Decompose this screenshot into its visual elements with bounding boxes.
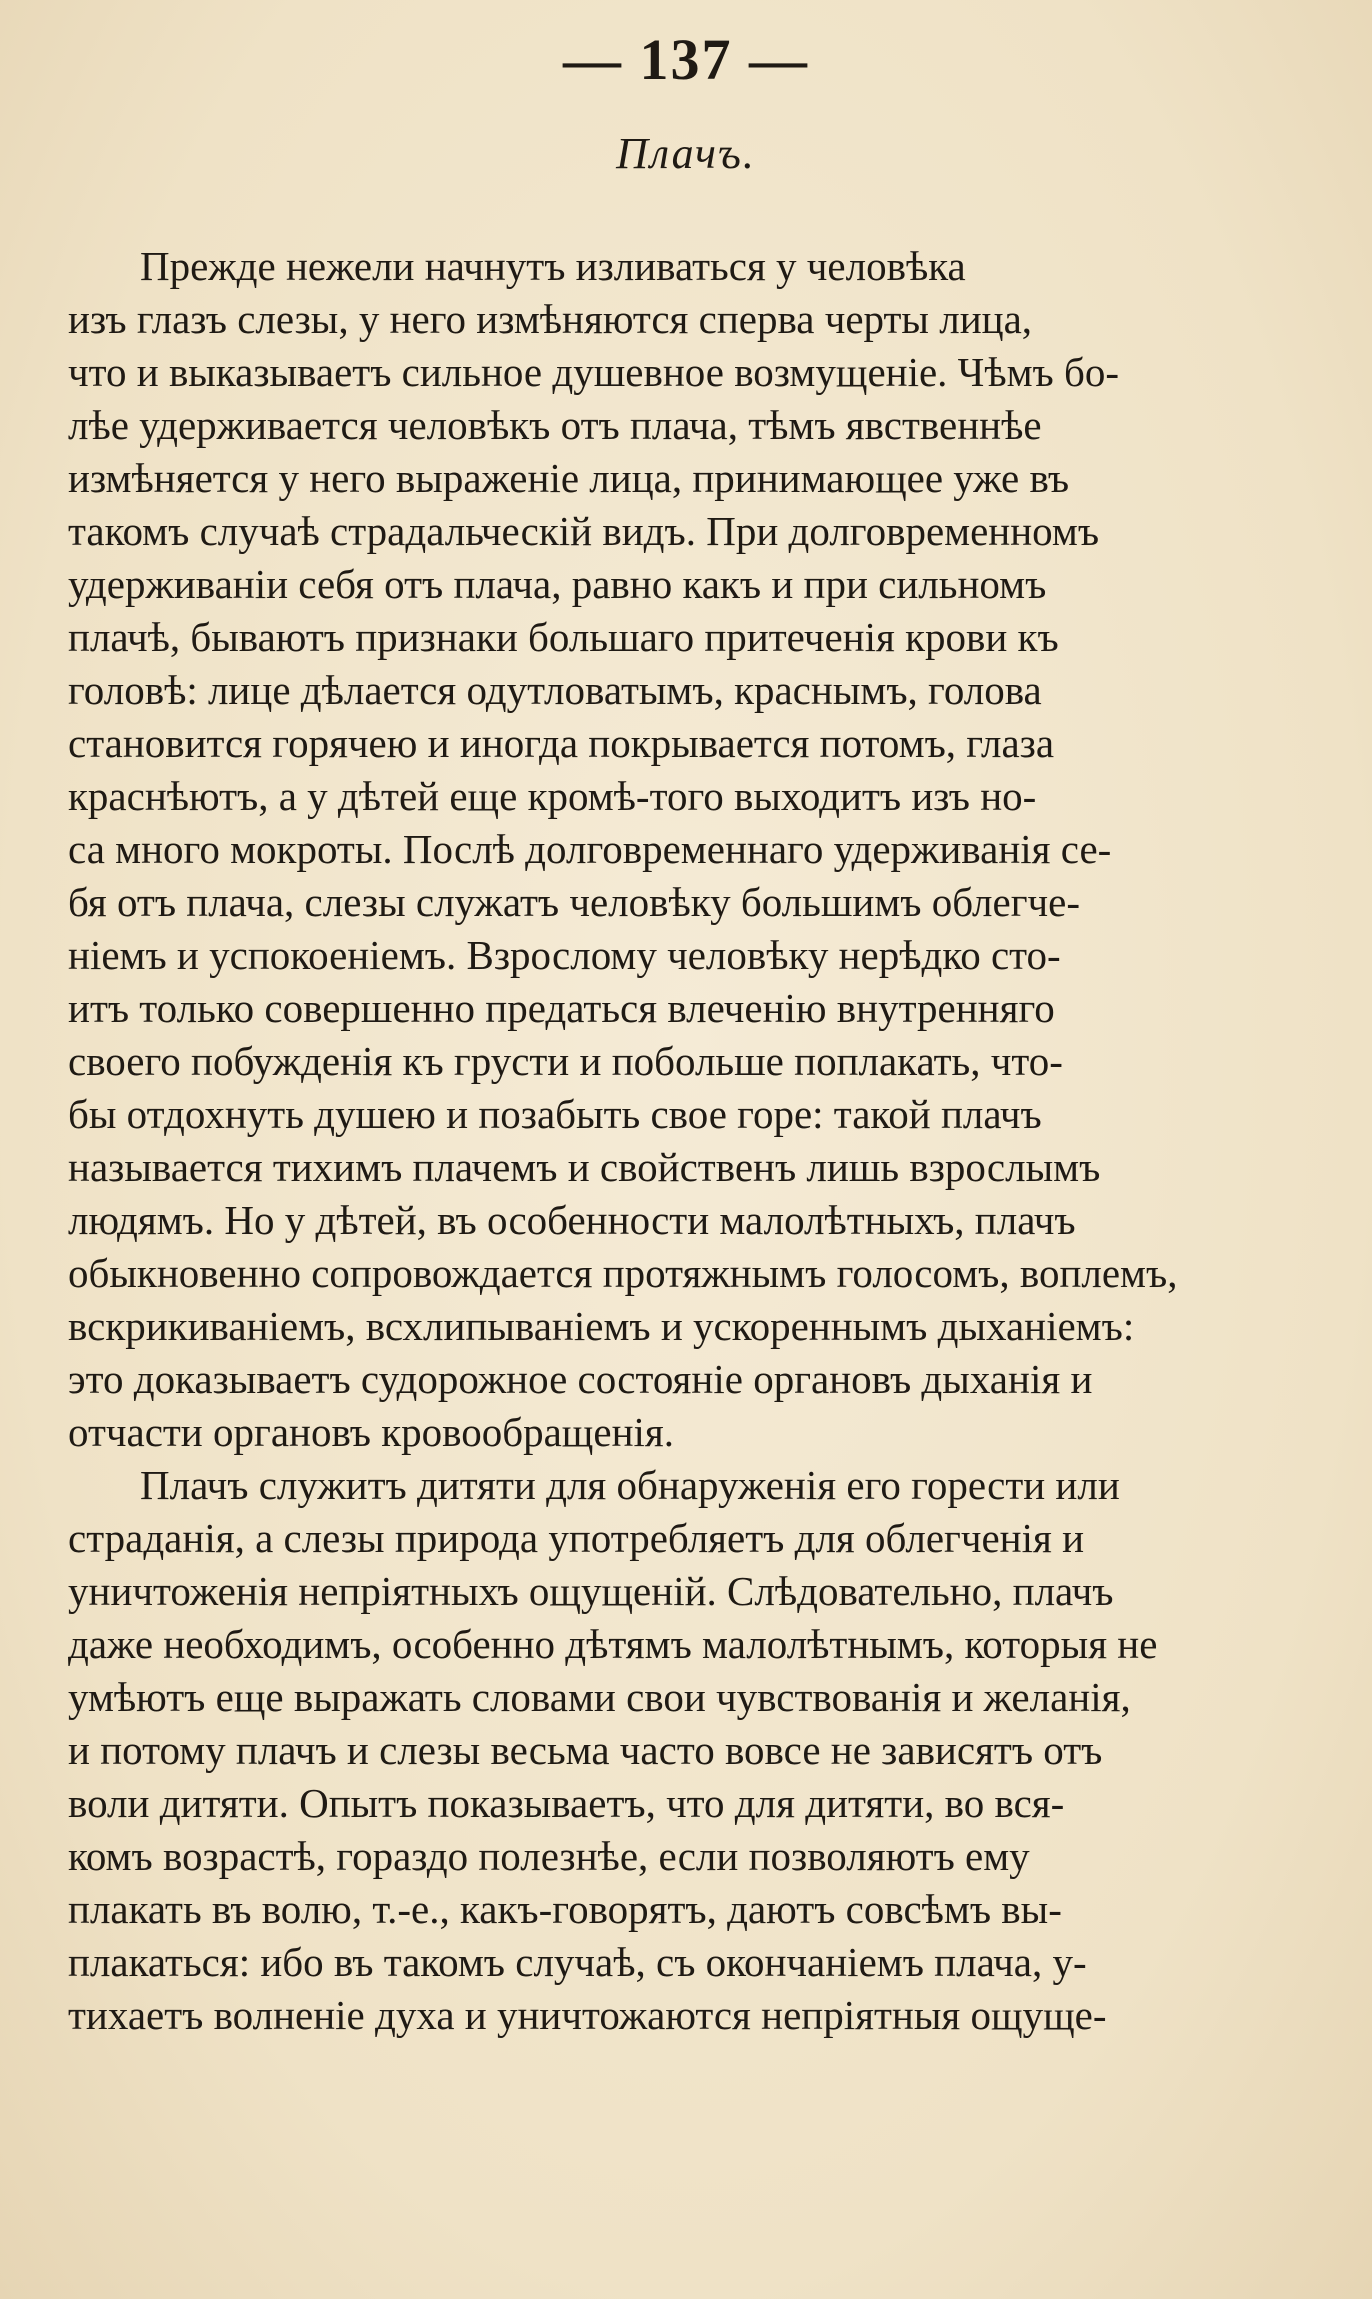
text-line: бя отъ плача, слезы служатъ человѣку большимъ облегче- <box>68 879 1081 925</box>
text-line: измѣняется у него выраженіе лица, принимающее уже въ <box>68 455 1070 501</box>
text-line: и потому плачъ и слезы весьма часто вовсе не зависятъ отъ <box>68 1727 1103 1773</box>
text-line: плачѣ, бываютъ признаки большаго притеченія крови къ <box>68 614 1059 660</box>
text-line: умѣютъ еще выражать словами свои чувствованія и желанія, <box>68 1674 1131 1720</box>
text-line: бы отдохнуть душею и позабыть свое горе: такой плачъ <box>68 1091 1042 1137</box>
text-line: отчасти органовъ кровообращенія. <box>68 1409 675 1455</box>
text-line: такомъ случаѣ страдальческій видъ. При долговременномъ <box>68 508 1100 554</box>
text-line: обыкновенно сопровождается протяжнымъ голосомъ, воплемъ, <box>68 1250 1178 1296</box>
text-line: что и выказываетъ сильное душевное возмущеніе. Чѣмъ бо- <box>68 349 1119 395</box>
text-line: становится горячею и иногда покрывается потомъ, глаза <box>68 720 1055 766</box>
text-line: даже необходимъ, особенно дѣтямъ малолѣтнымъ, которыя не <box>68 1621 1158 1667</box>
paragraph-2 <box>68 1459 1304 2042</box>
text-line: воли дитяти. Опытъ показываетъ, что для дитяти, во вся- <box>68 1780 1065 1826</box>
text-line: са много мокроты. Послѣ долговременнаго удерживанія се- <box>68 826 1112 872</box>
text-line: плакать въ волю, т.-е., какъ-говорятъ, даютъ совсѣмъ вы- <box>68 1886 1062 1932</box>
text-line: ніемъ и успокоеніемъ. Взрослому человѣку нерѣдко сто- <box>68 932 1061 978</box>
text-line: называется тихимъ плачемъ и свойственъ лишь взрослымъ <box>68 1144 1101 1190</box>
text-line: вскрикиваніемъ, всхлипываніемъ и ускореннымъ дыханіемъ: <box>68 1303 1135 1349</box>
text-line: страданія, а слезы природа употребляетъ для облегченія и <box>68 1515 1085 1561</box>
text-line: Плачъ служитъ дитяти для обнаруженія его горести или <box>140 1462 1120 1508</box>
text-line: головѣ: лице дѣлается одутловатымъ, краснымъ, голова <box>68 667 1042 713</box>
body-text <box>68 240 1304 2042</box>
text-line: плакаться: ибо въ такомъ случаѣ, съ окончаніемъ плача, у- <box>68 1939 1087 1985</box>
text-line: тихаетъ волненіе духа и уничтожаются непріятныя ощуще- <box>68 1992 1107 2038</box>
text-line: изъ глазъ слезы, у него измѣняются сперва черты лица, <box>68 296 1033 342</box>
text-line: комъ возрастѣ, гораздо полезнѣе, если позволяютъ ему <box>68 1833 1030 1879</box>
text-line: людямъ. Но у дѣтей, въ особенности малолѣтныхъ, плачъ <box>68 1197 1076 1243</box>
text-line: краснѣютъ, а у дѣтей еще кромѣ-того выходитъ изъ но- <box>68 773 1037 819</box>
text-line: уничтоженія непріятныхъ ощущеній. Слѣдовательно, плачъ <box>68 1568 1114 1614</box>
text-line: лѣе удерживается человѣкъ отъ плача, тѣмъ явственнѣе <box>68 402 1042 448</box>
text-line: Прежде нежели начнутъ изливаться у человѣка <box>140 243 966 289</box>
text-line: своего побужденія къ грусти и побольше поплакать, что- <box>68 1038 1063 1084</box>
text-line: это доказываетъ судорожное состояніе органовъ дыханія и <box>68 1356 1093 1402</box>
page-number: — 137 — <box>563 27 809 92</box>
text-line: итъ только совершенно предаться влеченію внутренняго <box>68 985 1055 1031</box>
section-title: Плачъ. <box>616 129 756 178</box>
paragraph-1 <box>68 240 1304 1459</box>
text-line: удерживаніи себя отъ плача, равно какъ и при сильномъ <box>68 561 1047 607</box>
